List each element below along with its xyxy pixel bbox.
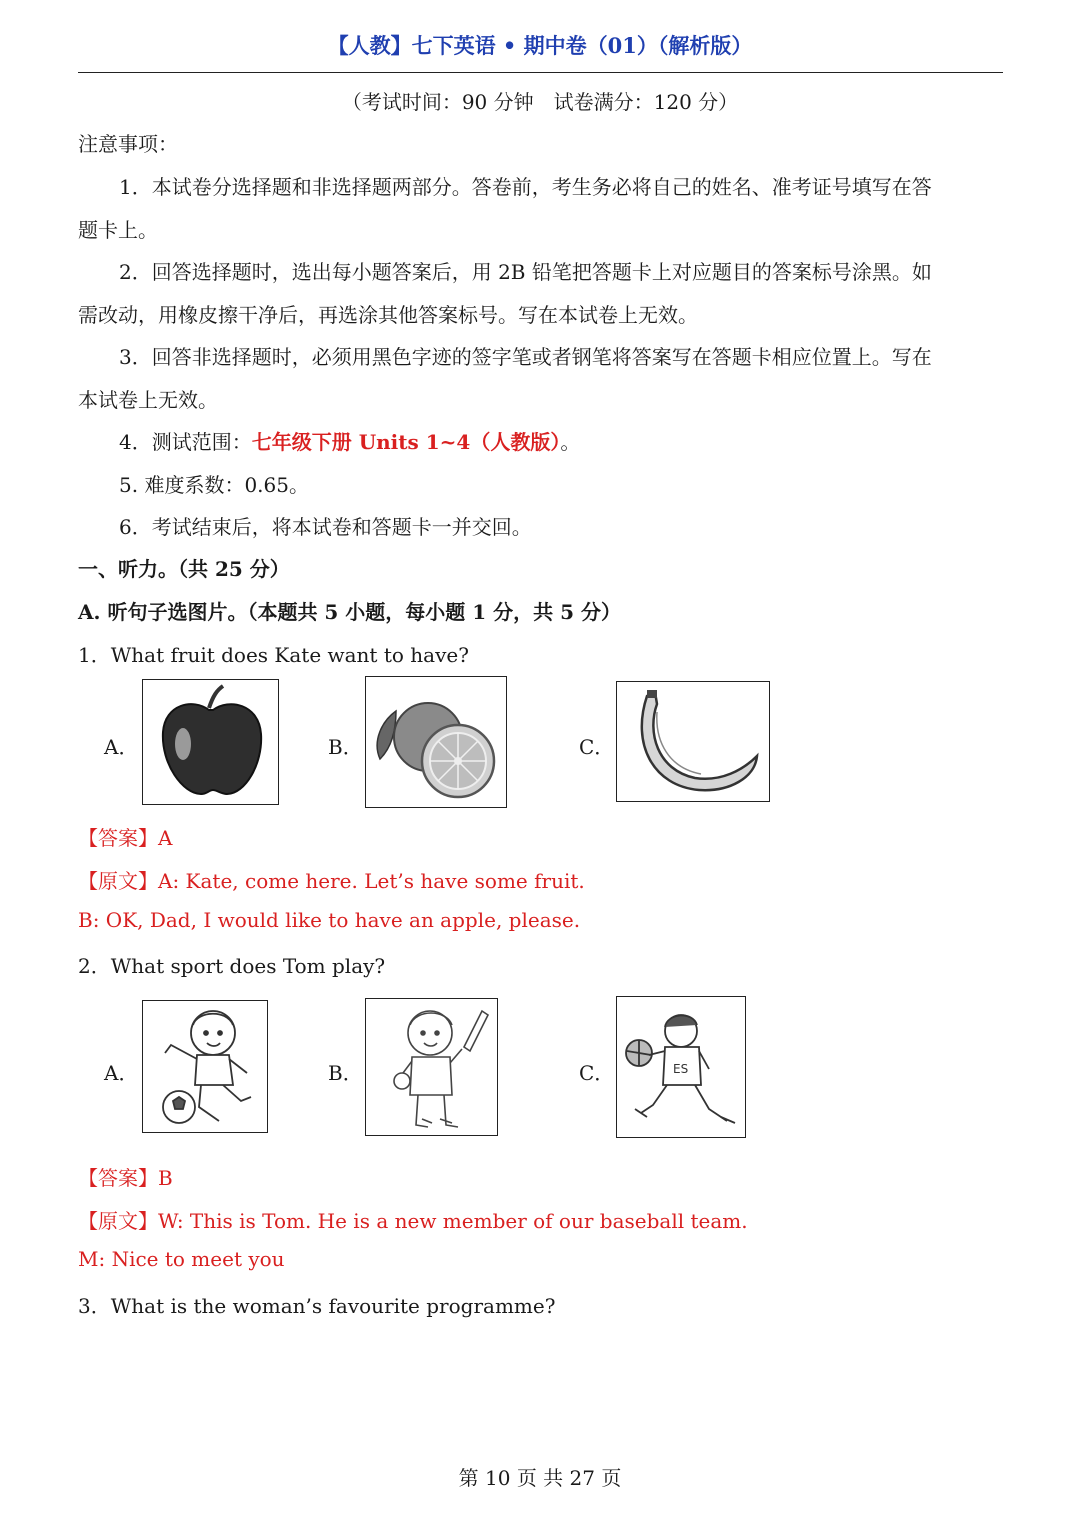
notice-heading: 注意事项： xyxy=(78,132,178,156)
notice-item-6: 6．考试结束后，将本试卷和答题卡一并交回。 xyxy=(119,515,532,539)
q1-answer: 【答案】A xyxy=(78,826,173,850)
soccer-boy-icon xyxy=(143,1001,267,1132)
q1-option-a-image[interactable] xyxy=(142,679,279,805)
q1-option-a-label[interactable]: A． xyxy=(104,735,139,759)
apple-icon xyxy=(143,680,278,804)
notice-item-4-suffix: 。 xyxy=(560,430,581,454)
q2-script-line-1: 【原文】W: This is Tom. He is a new member of our baseball team. xyxy=(78,1209,748,1233)
q1-option-b-image[interactable] xyxy=(365,676,507,808)
notice-item-4-prefix: 4．测试范围： xyxy=(119,430,252,454)
exam-info: （考试时间：90 分钟 试卷满分：120 分） xyxy=(341,90,739,114)
baseball-boy-icon xyxy=(366,999,497,1135)
basketball-boy-icon xyxy=(617,997,745,1137)
q1-option-b-label[interactable]: B． xyxy=(328,735,363,759)
notice-item-2-line-2: 需改动，用橡皮擦干净后，再选涂其他答案标号。写在本试卷上无效。 xyxy=(78,303,698,327)
header-divider xyxy=(78,72,1003,73)
q2-script-line-2: M: Nice to meet you xyxy=(78,1247,285,1271)
test-range: 七年级下册 Units 1~4（人教版） xyxy=(251,430,561,454)
q2-option-a-label[interactable]: A． xyxy=(104,1061,139,1085)
orange-icon xyxy=(366,677,506,807)
q1-option-c-image[interactable] xyxy=(616,681,770,802)
page-footer: 第 10 页 共 27 页 xyxy=(458,1466,622,1490)
notice-item-2-line-1: 2．回答选择题时，选出每小题答案后，用 2B 铅笔把答题卡上对应题目的答案标号涂黑。如 xyxy=(119,260,932,284)
q1-option-c-label[interactable]: C． xyxy=(579,735,615,759)
q1-script-line-2: B: OK, Dad, I would like to have an apple, please. xyxy=(78,908,581,932)
q2-option-b-image[interactable] xyxy=(365,998,498,1136)
q2-option-c-label[interactable]: C． xyxy=(579,1061,615,1085)
notice-item-1-line-2: 题卡上。 xyxy=(78,218,158,242)
notice-item-3-line-1: 3．回答非选择题时，必须用黑色字迹的签字笔或者钢笔将答案写在答题卡相应位置上。写在 xyxy=(119,345,932,369)
q2-option-b-label[interactable]: B． xyxy=(328,1061,363,1085)
question-3-stem: 3．What is the woman’s favourite programme? xyxy=(78,1294,556,1318)
q2-option-c-image[interactable] xyxy=(616,996,746,1138)
part-a-title: A. 听句子选图片。（本题共 5 小题，每小题 1 分，共 5 分） xyxy=(78,600,621,624)
notice-item-3-line-2: 本试卷上无效。 xyxy=(78,388,218,412)
q1-script-line-1: 【原文】A: Kate, come here. Let’s have some fruit. xyxy=(78,869,585,893)
document-header-title: 【人教】七下英语 • 期中卷（01）（解析版） xyxy=(327,33,753,58)
section-listening-title: 一、听力。（共 25 分） xyxy=(78,557,290,581)
q2-answer: 【答案】B xyxy=(78,1166,173,1190)
notice-item-4 xyxy=(119,426,580,455)
question-2-stem: 2．What sport does Tom play? xyxy=(78,954,386,978)
banana-icon xyxy=(617,682,769,801)
notice-item-5: 5. 难度系数：0.65。 xyxy=(119,473,309,497)
q2-option-a-image[interactable] xyxy=(142,1000,268,1133)
svg-text:ES: ES xyxy=(673,1062,689,1076)
notice-item-1-line-1: 1．本试卷分选择题和非选择题两部分。答卷前，考生务必将自己的姓名、准考证号填写在答 xyxy=(119,175,932,199)
question-1-stem: 1．What fruit does Kate want to have? xyxy=(78,643,469,667)
